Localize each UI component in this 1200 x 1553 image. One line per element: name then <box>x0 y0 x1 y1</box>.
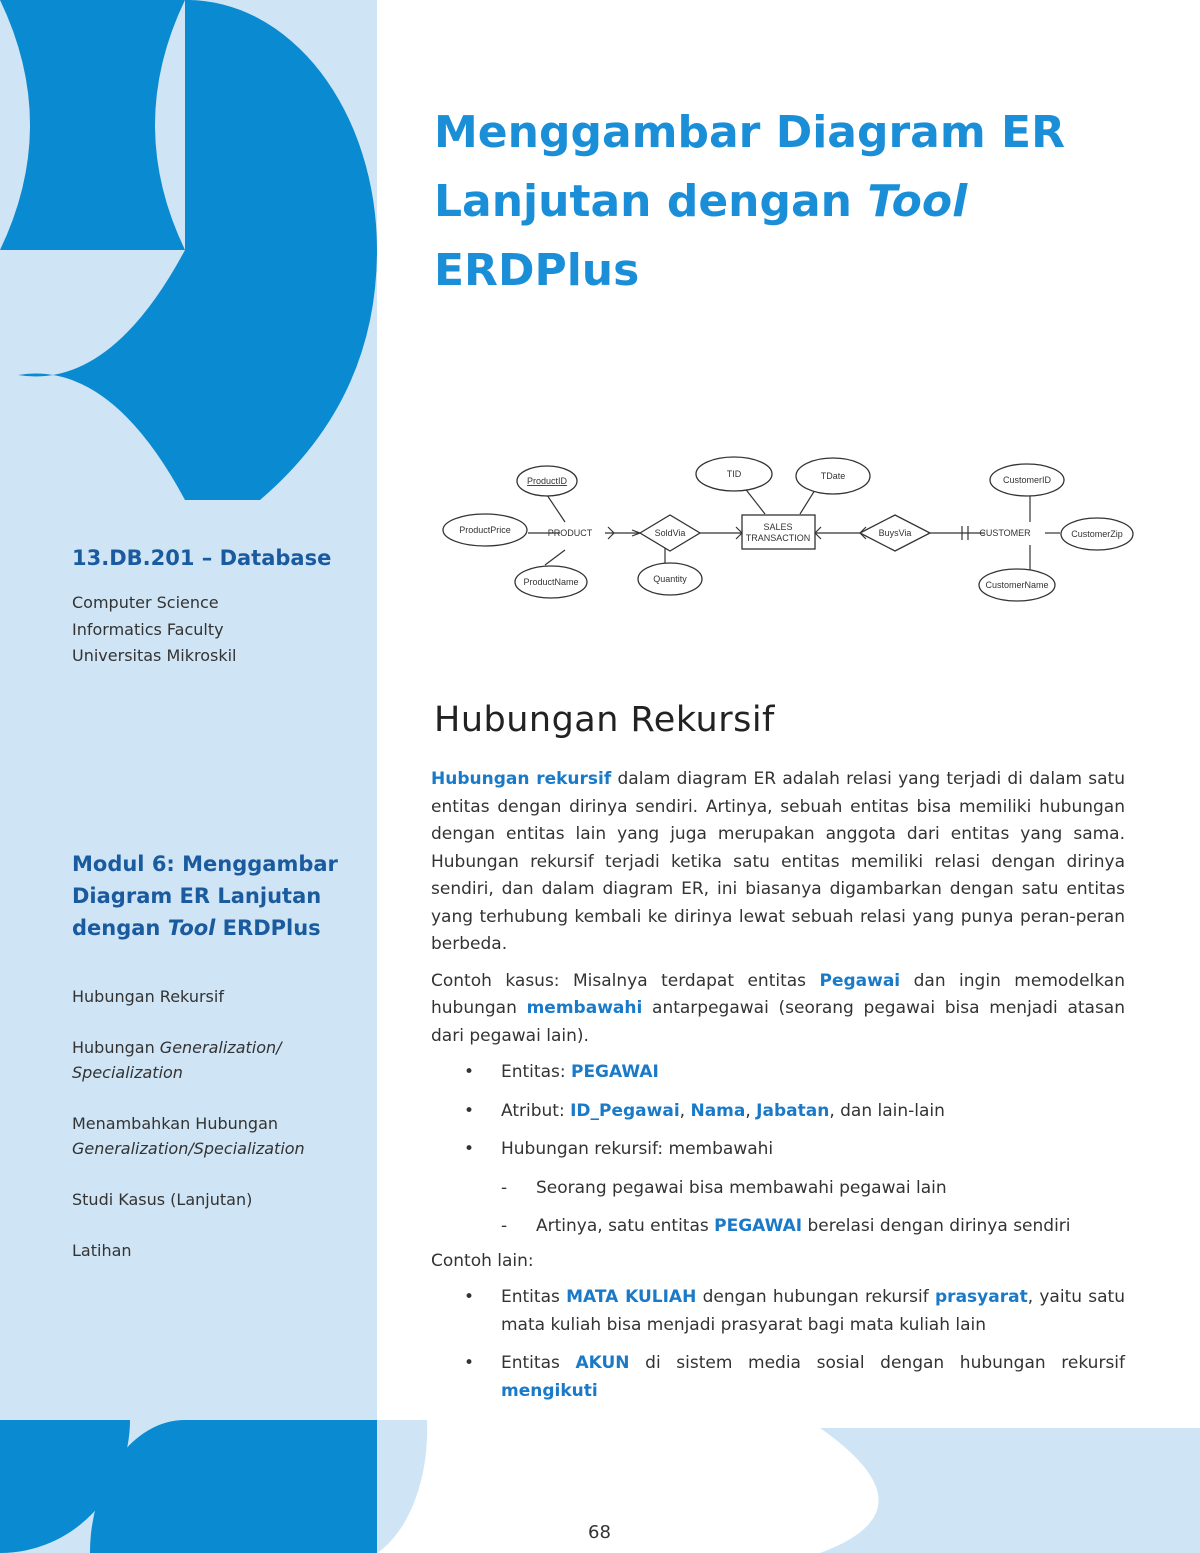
term-membawahi: membawahi <box>526 998 643 1018</box>
term-jabatan: Jabatan <box>756 1100 830 1121</box>
label-tid: TID <box>726 469 742 479</box>
toc-item-recursive[interactable]: Hubungan Rekursif <box>72 987 224 1006</box>
dash-2-end: berelasi dengan dirinya sendiri <box>802 1216 1071 1236</box>
deco-bottom-2 <box>172 1420 377 1553</box>
org-line-1: Computer Science <box>72 593 219 612</box>
label-sales-2: TRANSACTION <box>745 533 811 543</box>
table-of-contents <box>72 984 352 1289</box>
page-title-end: ERDPlus <box>434 245 640 296</box>
dash-icon: - <box>501 1216 508 1236</box>
bullet-icon: • <box>464 1139 475 1159</box>
bullet-icon: • <box>464 1100 475 1121</box>
bullet-2-sep1: , <box>679 1100 691 1121</box>
toc-item-add-generalization-italic: Generalization/Specialization <box>72 1139 305 1158</box>
toc-item-generalization-text: Hubungan <box>72 1038 160 1057</box>
bullet-2-text: Atribut: <box>501 1100 571 1121</box>
module-title-end: ERDPlus <box>215 916 321 940</box>
definition-text: dalam diagram ER adalah relasi yang terjadi di dalam satu entitas dengan dirinya sendiri. Artinya, sebuah entitas bisa memiliki hubungan dengan entitas lain yang juga merupakan anggota dari entitas yang sama. Hubungan rekursif terjadi ketika satu entitas memiliki relasi dengan dirinya sendiri, dan dalam diagram ER, ini biasanya digambarkan dengan satu entitas yang terhubung kembali ke dirinya lewat sebuah relasi yang punya peran-peran berbeda. <box>431 769 1125 954</box>
label-sales-1: SALES <box>763 522 793 532</box>
course-code: 13.DB.201 – Database <box>72 546 332 570</box>
label-bought-via: BuysVia <box>878 528 912 538</box>
bullet-2-end: , dan lain-lain <box>829 1100 945 1121</box>
other-1-mid: dengan hubungan rekursif <box>696 1287 936 1307</box>
label-product-id: ProductID <box>526 476 568 486</box>
section-heading: Hubungan Rekursif <box>434 700 775 740</box>
label-customer: CUSTOMER <box>979 528 1031 538</box>
bullet-3-text: Hubungan rekursif: membawahi <box>501 1139 774 1159</box>
toc-item-case-study[interactable]: Studi Kasus (Lanjutan) <box>72 1190 253 1209</box>
page-title <box>434 98 1134 305</box>
term-prasyarat: prasyarat <box>935 1287 1028 1307</box>
sub-list-item <box>501 1175 1125 1203</box>
toc-item-generalization[interactable] <box>72 1035 352 1085</box>
label-product-price: ProductPrice <box>459 525 511 535</box>
label-product: PRODUCT <box>547 528 593 538</box>
label-customer-zip: CustomerZip <box>1071 529 1123 539</box>
bullet-icon: • <box>464 1353 475 1373</box>
bullet-icon: • <box>464 1287 475 1307</box>
label-customer-name: CustomerName <box>985 580 1049 590</box>
other-2-mid: di sistem media sosial dengan hubungan rekursif <box>629 1353 1126 1373</box>
paragraph-example <box>431 968 1125 1051</box>
example-bullets <box>431 1059 1125 1241</box>
bullet-icon: • <box>464 1062 475 1082</box>
term-pegawai-entity: PEGAWAI <box>714 1216 803 1236</box>
label-product-name: ProductName <box>523 577 579 587</box>
page-title-text: Menggambar Diagram ER Lanjutan dengan <box>434 107 1065 227</box>
other-2-text: Entitas <box>501 1353 576 1373</box>
module-title-text: Modul 6: Menggambar Diagram ER Lanjutan dengan <box>72 852 338 940</box>
bullet-1-text: Entitas: <box>501 1062 571 1082</box>
toc-item-add-generalization-text: Menambahkan Hubungan <box>72 1114 279 1133</box>
other-examples <box>431 1284 1125 1405</box>
toc-item-exercise[interactable]: Latihan <box>72 1241 132 1260</box>
term-akun: AKUN <box>575 1353 630 1373</box>
label-customer-id: CustomerID <box>1002 475 1052 485</box>
list-item <box>431 1350 1125 1405</box>
other-1-text: Entitas <box>501 1287 567 1307</box>
er-diagram <box>440 450 1140 620</box>
dash-icon: - <box>501 1177 508 1198</box>
deco-shape-11 <box>185 250 377 500</box>
term-nama: Nama <box>690 1100 746 1121</box>
other-1-end: , yaitu satu mata kuliah bisa menjadi prasyarat bagi mata kuliah lain <box>501 1287 1126 1335</box>
sub-list-item <box>501 1213 1125 1241</box>
section-content <box>431 766 1125 1416</box>
dash-2-text: Artinya, satu entitas <box>536 1216 715 1236</box>
list-item <box>431 1059 1125 1087</box>
term-id-pegawai: ID_Pegawai <box>570 1100 680 1121</box>
paragraph-definition <box>431 766 1125 959</box>
decorative-shapes-top <box>0 0 377 500</box>
page-title-italic: Tool <box>867 176 968 227</box>
dash-1-text: Seorang pegawai bisa membawahi pegawai lain <box>536 1177 947 1198</box>
deco-main-1 <box>377 1420 427 1553</box>
sub-list <box>501 1175 1125 1241</box>
example-text-b: dan ingin memodelkan hubungan <box>431 970 1125 1018</box>
term-entity-pegawai: PEGAWAI <box>570 1062 659 1082</box>
organization-info <box>72 590 237 670</box>
list-item <box>431 1136 1125 1241</box>
decorative-shapes-bottom-main <box>377 1420 1200 1553</box>
term-recursive: Hubungan rekursif <box>431 769 612 789</box>
label-quantity: Quantity <box>653 574 687 584</box>
example-text-c: antarpegawai (seorang pegawai bisa menjadi atasan dari pegawai lain). <box>431 998 1125 1046</box>
term-mata-kuliah: MATA KULIAH <box>566 1287 697 1307</box>
label-sold-via: SoldVia <box>654 528 686 538</box>
module-title-italic: Tool <box>167 916 216 940</box>
toc-item-generalization-italic: Generalization/ Specialization <box>72 1038 282 1082</box>
sidebar <box>0 0 377 1553</box>
toc-item-add-generalization[interactable] <box>72 1111 352 1161</box>
org-line-3: Universitas Mikroskil <box>72 646 237 665</box>
module-title <box>72 848 352 944</box>
entity-sales-transaction <box>742 515 815 549</box>
deco-main-2 <box>820 1428 1200 1553</box>
list-item <box>431 1284 1125 1339</box>
other-examples-label: Contoh lain: <box>431 1250 534 1271</box>
label-tdate: TDate <box>820 471 846 481</box>
term-pegawai: Pegawai <box>819 970 901 991</box>
bullet-2-sep2: , <box>745 1100 757 1121</box>
decorative-shapes-bottom <box>0 1420 377 1553</box>
term-mengikuti: mengikuti <box>501 1380 598 1401</box>
example-text-a: Contoh kasus: Misalnya terdapat entitas <box>431 970 820 991</box>
list-item <box>431 1098 1125 1126</box>
org-line-2: Informatics Faculty <box>72 619 224 639</box>
page-number: 68 <box>588 1522 611 1543</box>
